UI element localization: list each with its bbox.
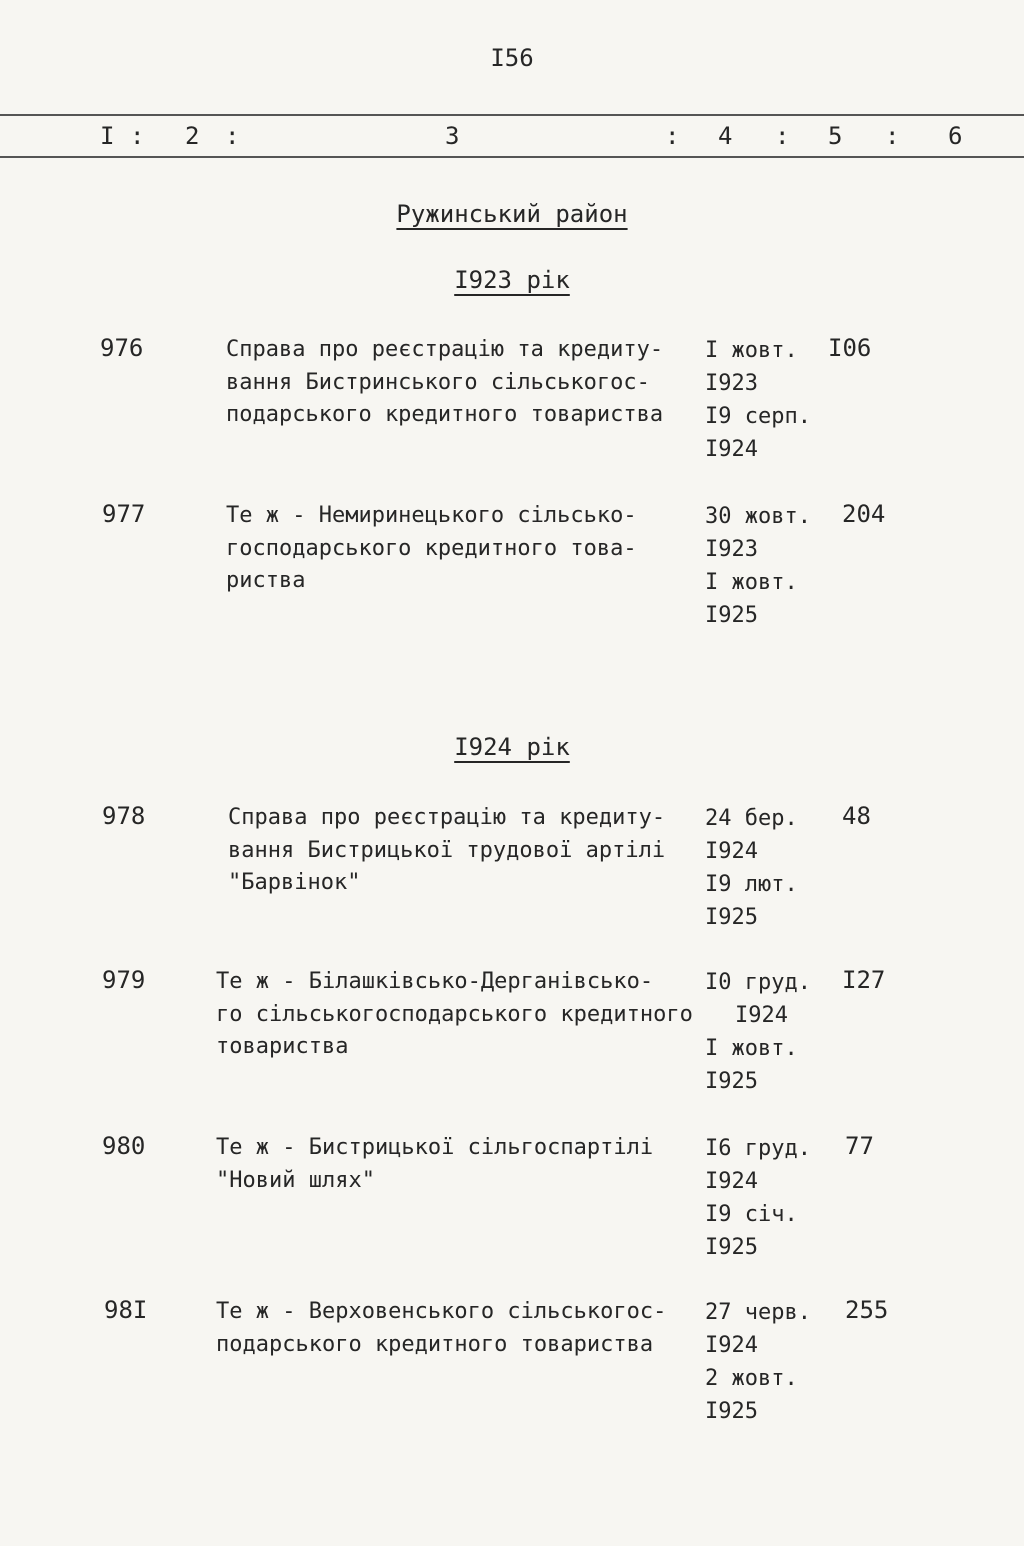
entry-date-line: I923	[705, 537, 758, 562]
entry-sheets: 77	[845, 1132, 874, 1160]
year-heading	[0, 266, 1024, 294]
column-header-separator: :	[225, 122, 240, 150]
entry-number: 979	[102, 966, 146, 994]
entry-title-line: Те ж - Верховенського сільськогос-	[216, 1299, 667, 1324]
entry-dates	[705, 500, 811, 632]
column-header-separator: :	[130, 122, 145, 150]
column-header-separator: :	[665, 122, 680, 150]
entry-date-line: I жовт.	[705, 338, 798, 363]
entry-date-line: I924	[705, 1333, 758, 1358]
entry-title	[216, 966, 693, 1064]
entry-title-line: го сільськогосподарського кредитного	[216, 1001, 693, 1027]
entry-title-line: вання Бистринського сільськогос-	[226, 369, 650, 395]
column-header-6: 6	[948, 122, 963, 150]
entry-sheets: I06	[828, 334, 872, 362]
entry-title-line: "Новий шлях"	[216, 1167, 375, 1193]
entry-date-line: 27 черв.	[705, 1300, 811, 1325]
entry-title-line: господарського кредитного това-	[226, 535, 637, 561]
column-header-1: I	[100, 122, 115, 150]
column-header-separator: :	[885, 122, 900, 150]
entry-number: 978	[102, 802, 146, 830]
entry-dates	[705, 802, 798, 934]
column-header-5: 5	[828, 122, 843, 150]
column-header-separator: :	[775, 122, 790, 150]
entry-sheets: 255	[845, 1296, 889, 1324]
district-heading-text: Ружинський район	[396, 200, 628, 228]
year-heading-text: I923 рік	[454, 266, 570, 294]
entry-dates	[705, 1132, 811, 1264]
entry-dates	[705, 1296, 811, 1428]
entry-title-line: подарського кредитного товариства	[226, 402, 664, 427]
entry-title-line: риства	[226, 568, 306, 593]
entry-date-line: 30 жовт.	[705, 504, 811, 529]
entry-sheets: 204	[842, 500, 886, 528]
entry-sheets: 48	[842, 802, 871, 830]
entry-title-line: Те ж - Білашківсько-Дерганівсько-	[216, 969, 654, 994]
entry-date-line: I жовт.	[705, 1036, 798, 1061]
entry-number: 976	[100, 334, 144, 362]
entry-date-line: I923	[705, 371, 758, 396]
entry-date-line: I925	[705, 603, 758, 628]
header-rule-bottom	[0, 156, 1024, 158]
entry-dates	[705, 334, 811, 466]
column-header-3: 3	[445, 122, 460, 150]
entry-title	[228, 802, 665, 900]
entry-title	[226, 500, 637, 598]
entry-date-line: I924	[705, 1169, 758, 1194]
column-header-2: 2	[185, 122, 200, 150]
entry-title-line: Те ж - Немиринецького сільсько-	[226, 503, 637, 528]
year-heading	[0, 733, 1024, 761]
entry-title-line: Справа про реєстрацію та кредиту-	[228, 805, 666, 830]
entry-date-line: I0 груд.	[705, 970, 811, 995]
entry-sheets: I27	[842, 966, 886, 994]
district-heading	[0, 200, 1024, 228]
entry-number: 98I	[104, 1296, 148, 1324]
entry-title	[216, 1296, 666, 1361]
entry-dates	[705, 966, 811, 1098]
entry-date-line: I925	[705, 905, 758, 930]
entry-date-line: I9 серп.	[705, 404, 811, 429]
entry-number: 980	[102, 1132, 146, 1160]
entry-date-line: I925	[705, 1399, 758, 1424]
entry-title-line: Те ж - Бистрицької сільгоспартілі	[216, 1135, 654, 1160]
entry-title-line: "Барвінок"	[228, 870, 361, 895]
entry-date-line: 24 бер.	[705, 806, 798, 831]
entry-date-line: I924	[735, 1003, 788, 1028]
column-header-4: 4	[718, 122, 733, 150]
entry-date-line: I925	[705, 1069, 758, 1094]
entry-date-line: I9 січ.	[705, 1202, 798, 1227]
entry-date-line: I6 груд.	[705, 1136, 811, 1161]
entry-title	[226, 334, 663, 432]
entry-title-line: Справа про реєстрацію та кредиту-	[226, 337, 664, 362]
year-heading-text: I924 рік	[454, 733, 570, 761]
entry-date-line: I925	[705, 1235, 758, 1260]
entry-date-line: I9 лют.	[705, 872, 798, 897]
page-number: I56	[490, 44, 534, 72]
entry-date-line: I924	[705, 437, 758, 462]
entry-date-line: I жовт.	[705, 570, 798, 595]
entry-title-line: подарського кредитного товариства	[216, 1331, 654, 1357]
entry-number: 977	[102, 500, 146, 528]
entry-title-line: товариства	[216, 1034, 349, 1059]
header-rule-top	[0, 114, 1024, 116]
entry-date-line: 2 жовт.	[705, 1366, 798, 1391]
entry-date-line: I924	[705, 839, 758, 864]
entry-title-line: вання Бистрицької трудової артілі	[228, 837, 666, 863]
entry-title	[216, 1132, 653, 1197]
